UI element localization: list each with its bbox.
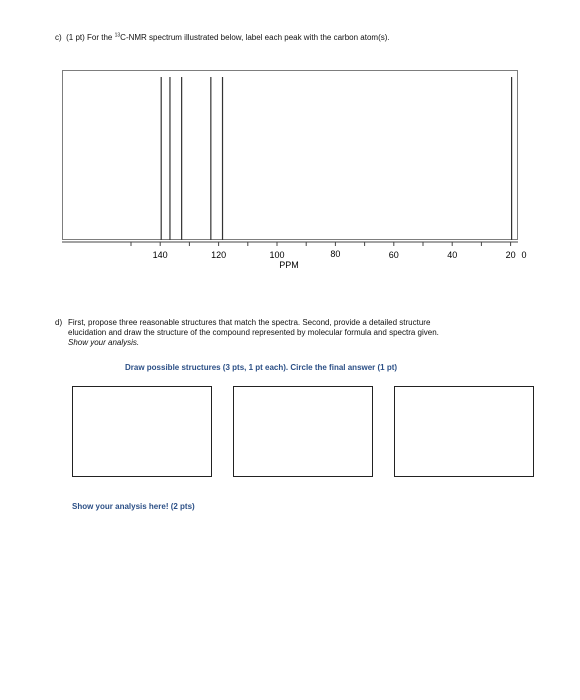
tick-label-80: 80 [330,249,341,259]
tick-label-60: 60 [388,250,399,260]
tick-label-0: 0 [521,250,527,260]
structure-box-1[interactable] [72,386,212,477]
ppm-axis [50,236,530,276]
question-d-label: d) [55,318,63,327]
tick-label-120: 120 [211,250,227,260]
structure-box-3[interactable] [394,386,534,477]
spectrum-peaks [62,70,518,240]
question-d [55,318,525,348]
tick-label-40: 40 [447,250,458,260]
tick-label-20: 20 [505,250,516,260]
tick-label-100: 100 [269,250,285,260]
question-c-text-pre: For the [87,33,113,42]
draw-structures-heading: Draw possible structures (3 pts, 1 pt each). Circle the final answer (1 pt) [125,363,398,372]
tick-label-140: 140 [152,250,168,260]
analysis-heading: Show your analysis here! (2 pts) [72,502,195,511]
axis-label: PPM [279,260,299,270]
nmr-spectrum [62,70,518,240]
question-d-line1: First, propose three reasonable structures that match the spectra. Second, provide a detailed structure [68,318,431,327]
question-d-line2: elucidation and draw the structure of the compound represented by molecular formula and spectra given. [68,328,439,337]
question-c-text-post: C-NMR spectrum illustrated below, label each peak with the carbon atom(s). [120,33,390,42]
structure-box-2[interactable] [233,386,373,477]
question-d-line3: Show your analysis. [68,338,140,347]
isotope-superscript: 13 [114,32,121,39]
question-c [55,33,555,43]
question-c-label: c) [55,33,62,42]
question-c-points: (1 pt) [66,33,85,42]
